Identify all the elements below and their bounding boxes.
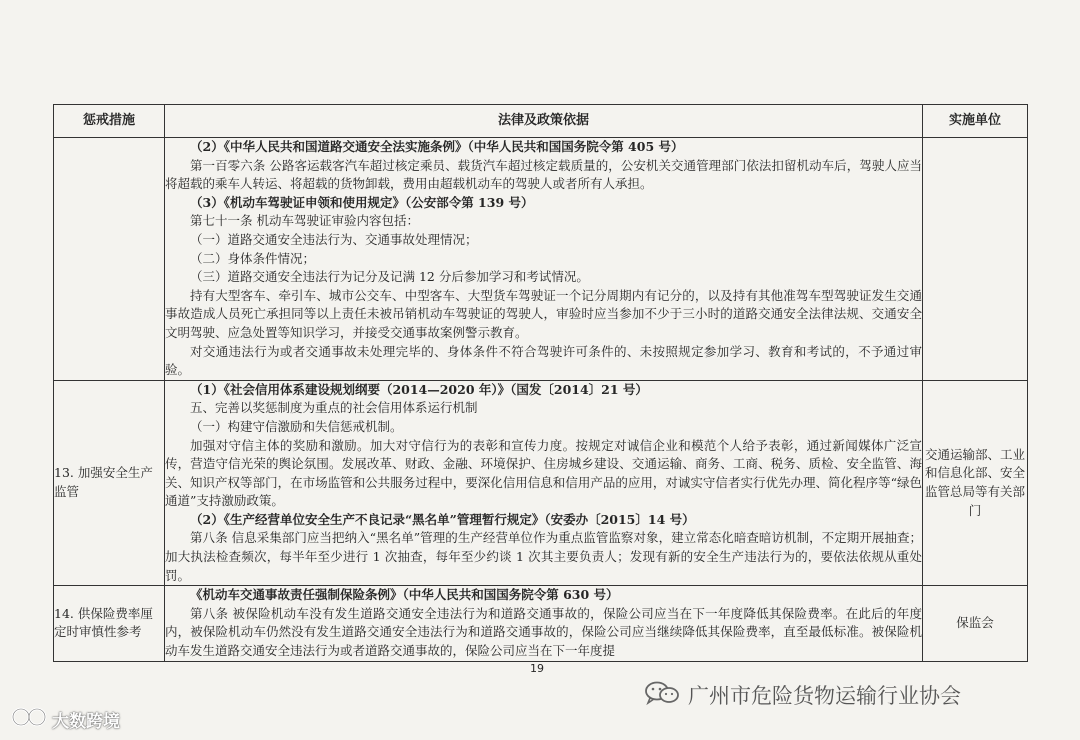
law-paragraph: 对交通违法行为或者交通事故未处理完毕的、身体条件不符合驾驶许可条件的、未按照规定参加学习、教育和考试的，不予通过审验。 — [165, 343, 922, 378]
policy-table — [53, 104, 1028, 662]
watermark-association-text: 广州市危险货物运输行业协会 — [688, 684, 961, 708]
law-title: （2）《中华人民共和国道路交通安全法实施条例》（中华人民共和国国务院令第 405 号） — [190, 139, 684, 154]
law-title: 《机动车交通事故责任强制保险条例》（中华人民共和国国务院令第 630 号） — [190, 587, 619, 603]
header-basis: 法律及政策依据 — [165, 105, 923, 138]
watermark-brand-text: 大数跨境 — [52, 711, 120, 732]
law-title: （2）《生产经营单位安全生产不良记录“黑名单”管理暂行规定》（安委办〔2015〕14 号） — [190, 511, 695, 527]
law-paragraph: 加强对守信主体的奖励和激励。加大对守信行为的表彰和宣传力度。按规定对诚信企业和模范个人给予表彰，通过新闻媒体广泛宣传，营造守信光荣的舆论氛围。发展改革、财政、金融、环境保护、住房城乡建设、交通运输、商务、工商、税务、质检、安全监管、海关、知识产权等部门，在市场监管和公共服务过程中，要深化信用信息和信用产品的应用，对诚实守信者实行优先办理、简化程序等“绿色通道”支持激励政策。 — [165, 437, 922, 509]
watermark-brand — [10, 706, 120, 732]
measure-cell: 13. 加强安全生产监管 — [54, 380, 165, 586]
law-article: 第八条 信息采集部门应当把纳入“黑名单”管理的生产经营单位作为重点监管监察对象，建立常态化暗查暗访机制，不定期开展抽查；加大执法检查频次，每半年至少进行 1 次抽查，每年至少约谈 1 次其主要负责人；发现有新的安全生产违法行为的，要依法依规从重处罚。 — [165, 530, 922, 583]
table-row — [54, 586, 1028, 661]
law-article: 第七十一条 机动车驾驶证审验内容包括： — [190, 213, 419, 229]
unit-cell: 保监会 — [923, 586, 1028, 661]
basis-cell — [165, 380, 923, 586]
law-title: （3）《机动车驾驶证申领和使用规定》（公安部令第 139 号） — [190, 194, 534, 210]
brand-logo-icon — [10, 706, 48, 733]
header-measure: 惩戒措施 — [54, 105, 165, 138]
unit-cell — [923, 138, 1028, 381]
basis-cell — [165, 586, 923, 661]
law-article: 第一百零六条 公路客运载客汽车超过核定乘员、载货汽车超过核定载质量的，公安机关交通管理部门依法扣留机动车后，驾驶人应当将超载的乘车人转运、将超载的货物卸载，费用由超载机动车的驾驶人或者所有人承担。 — [165, 157, 922, 192]
law-paragraph: 持有大型客车、牵引车、城市公交车、中型客车、大型货车驾驶证一个记分周期内有记分的，以及持有其他准驾车型驾驶证发生交通事故造成人员死亡承担同等以上责任未被吊销机动车驾驶证的驾驶人，审验时应当参加不少于三小时的道路交通安全法律法规、交通安全文明驾驶、应急处置等知识学习，并接受交通事故案例警示教育。 — [165, 287, 922, 340]
measure-cell: 14. 供保险费率厘定时审慎性参考 — [54, 586, 165, 661]
law-article: 第八条 被保险机动车没有发生道路交通安全违法行为和道路交通事故的，保险公司应当在下一年度降低其保险费率。在此后的年度内，被保险机动车仍然没有发生道路交通安全违法行为和道路交通事故的，保险公司应当继续降低其保险费率，直至最低标准。被保险机动车发生道路交通安全违法行为或者道路交通事故的，保险公司应当在下一年度提 — [165, 605, 922, 659]
measure-cell — [54, 138, 165, 381]
law-clause: （三）道路交通安全违法行为记分及记满 12 分后参加学习和考试情况。 — [190, 269, 589, 285]
header-unit: 实施单位 — [923, 105, 1028, 138]
law-section: 五、完善以奖惩制度为重点的社会信用体系运行机制 — [190, 400, 478, 416]
table-row — [54, 380, 1028, 586]
law-title: （1）《社会信用体系建设规划纲要（2014—2020 年）》（国发〔2014〕21 号） — [190, 381, 648, 397]
unit-cell: 交通运输部、工业和信息化部、安全监管总局等有关部门 — [923, 380, 1028, 586]
law-clause: （二）身体条件情况； — [190, 250, 316, 266]
wechat-icon — [644, 680, 680, 711]
basis-cell — [165, 138, 923, 381]
table-row — [54, 138, 1028, 381]
law-clause: （一）构建守信激励和失信惩戒机制。 — [190, 418, 403, 434]
law-clause: （一）道路交通安全违法行为、交通事故处理情况； — [190, 231, 478, 247]
watermark-association — [644, 680, 961, 710]
table-header-row — [54, 105, 1028, 138]
page-number: 19 — [530, 662, 544, 675]
